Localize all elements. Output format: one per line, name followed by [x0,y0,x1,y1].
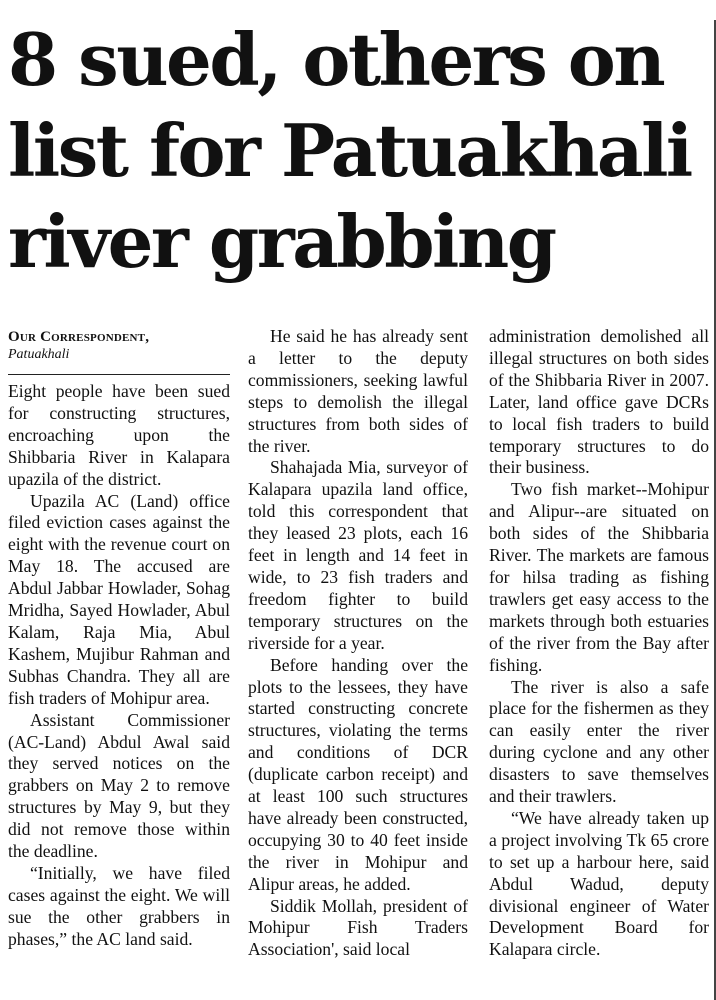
byline: Our Correspondent, [8,329,150,345]
article-column-2 [248,326,468,961]
paragraph: Upazila AC (Land) office filed eviction cases against the eight with the revenue court on May 18. The accused are Abdul Jabbar Howlader, Sohag Mridha, Sayed Howlader, Abul Kalam, Raja Mia, Abul Kashem, Mujibur Rahman and Subhas Chandra. They all are fish traders of Mohipur area. [8,490,230,708]
paragraph: “We have already taken up a project involving Tk 65 crore to set up a harbour here, said Abdul Wadud, deputy divisional engineer of Water Development Board for Kalapara circle. [489,807,709,960]
headline [8,14,716,287]
article-column-3 [489,326,709,961]
dateline: Patuakhali [8,347,70,362]
paragraph: Assistant Commissioner (AC-Land) Abdul Awal said they served notices on the grabbers on May 2 to remove structures by May 9, but they did not remove those within the deadline. [8,709,230,862]
paragraph: Eight people have been sued for constructing structures, encroaching upon the Shibbaria River in Kalapara upazila of the district. [8,381,230,489]
paragraph: Before handing over the plots to the lessees, they have started constructing concrete structures, violating the terms and conditions of DCR (duplicate carbon receipt) and at least 100 such structures have already been constructed, occupying 30 to 40 feet inside the river in Mohipur and Alipur areas, he added. [248,654,468,894]
paragraph: He said he has already sent a letter to the deputy commissioners, seeking lawful steps to demolish the illegal structures from both sides of the river. [248,326,468,456]
byline-divider [8,374,230,375]
paragraph: The river is also a safe place for the fishermen as they can easily enter the river during cyclone and any other disasters to save themselves and their trawlers. [489,676,709,807]
paragraph: Shahajada Mia, surveyor of Kalapara upazila land office, told this correspondent that they leased 23 plots, each 16 feet in length and 14 feet in wide, to 23 fish traders and freedom fighter to build temporary structures on the riverside for a year. [248,457,468,653]
paragraph: administration demolished all illegal structures on both sides of the Shibbaria River in 2007. Later, land office gave DCRs to local fish traders to build temporary structures to do their business. [489,326,709,478]
headline-line: river grabbing [8,199,555,284]
paragraph: “Initially, we have filed cases against the eight. We will sue the other grabbers in phases,” the AC land said. [8,862,230,949]
article-column-1 [8,326,230,951]
paragraph: Siddik Mollah, president of Mohipur Fish Traders Association', said local [248,895,468,960]
headline-line: list for Patuakhali [8,108,691,193]
paragraph: Two fish market--Mohipur and Alipur--are situated on both sides of the Shibbaria River. The markets are famous for hilsa trading as fishing trawlers get easy access to the markets through both estuaries of the river from the Bay after fishing. [489,479,709,675]
headline-line: 8 sued, others on [8,17,664,102]
